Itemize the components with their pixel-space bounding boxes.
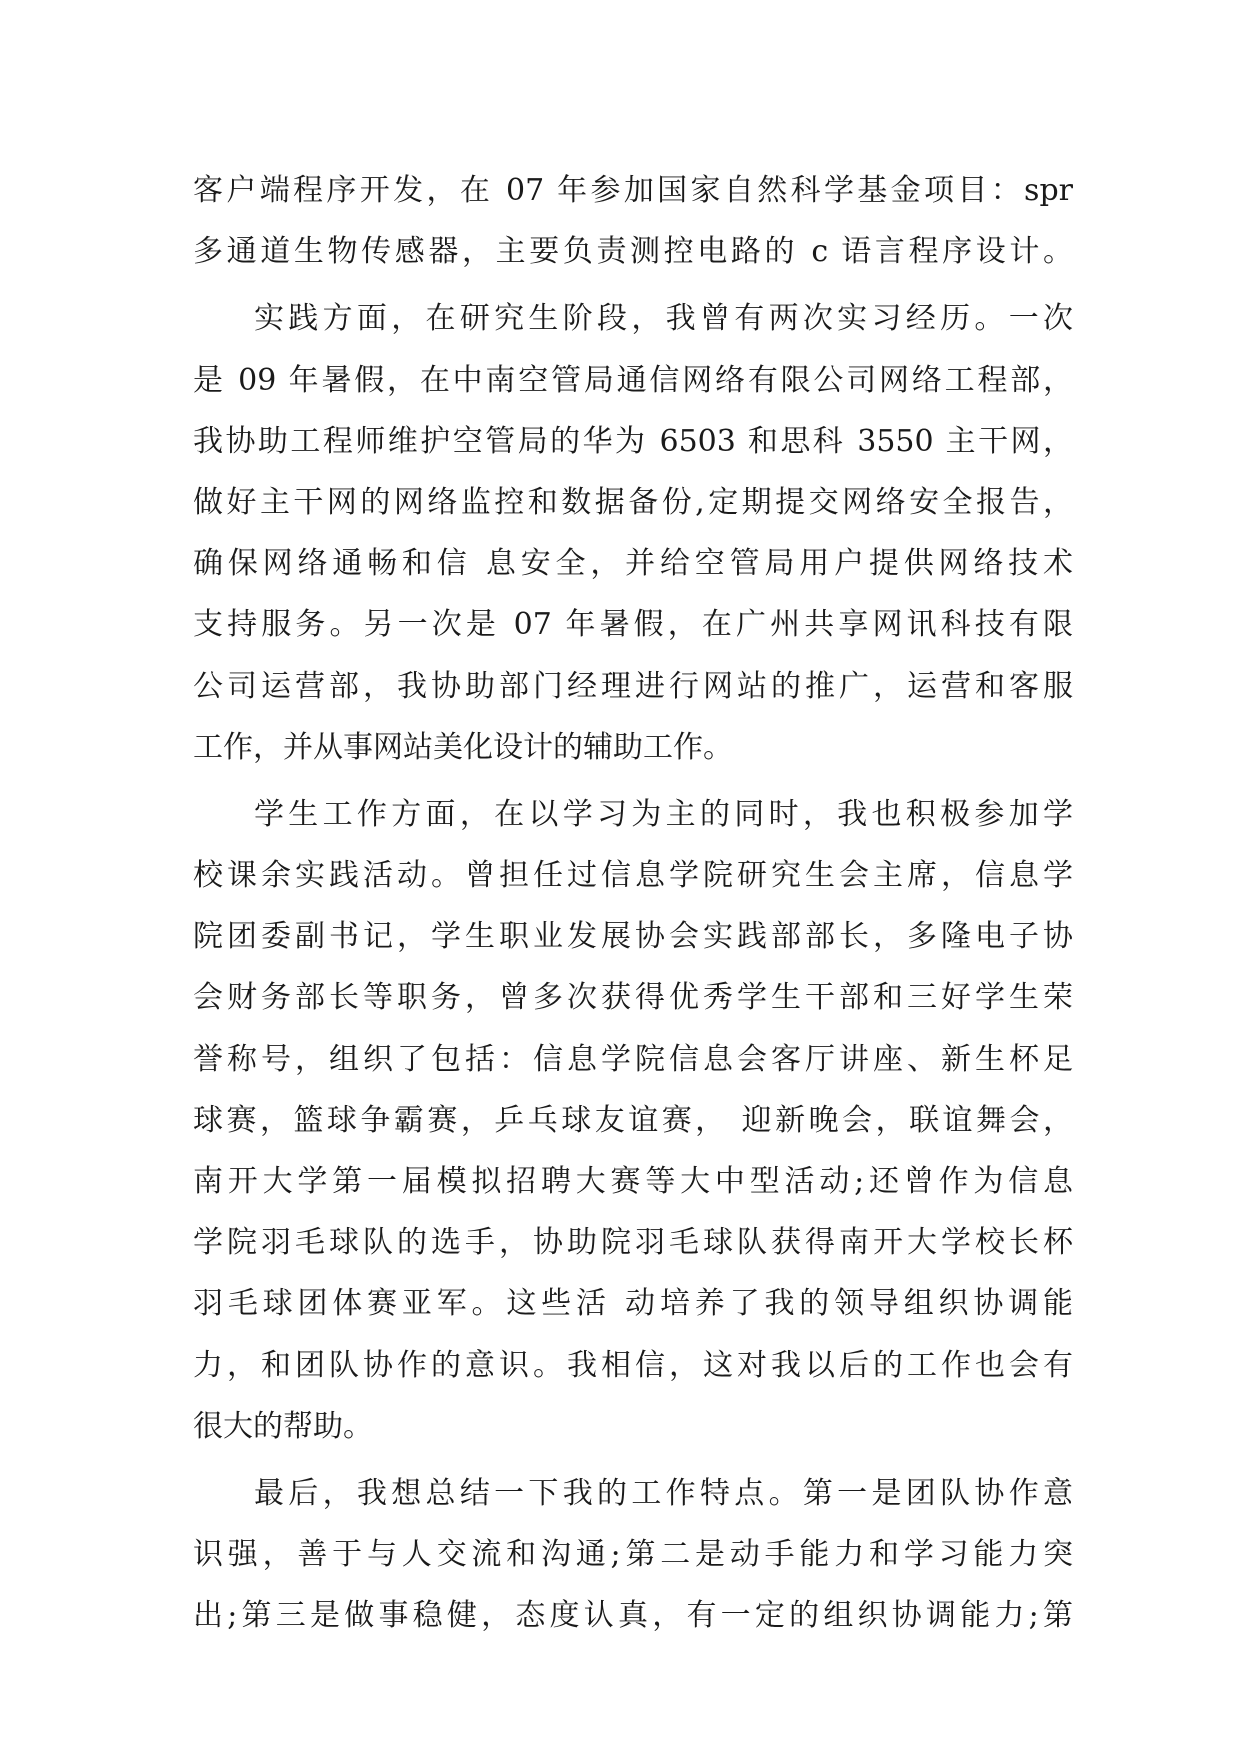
text-line: 很大的帮助。 <box>193 1408 373 1444</box>
text-line: 最后，我想总结一下我的工作特点。第一是团队协作意 <box>254 1475 1073 1511</box>
text-line: 多通道生物传感器，主要负责测控电路的 c 语言程序设计。 <box>193 234 1073 270</box>
text-line: 学生工作方面，在以学习为主的同时，我也积极参加学 <box>254 796 1073 832</box>
document-body <box>193 160 1073 1647</box>
text-line: 院团委副书记，学生职业发展协会实践部部长，多隆电子协 <box>193 919 1073 955</box>
paragraph <box>193 160 1073 282</box>
text-line: 确保网络通畅和信 息安全，并给空管局用户提供网络技术 <box>193 546 1073 582</box>
text-line: 支持服务。另一次是 07 年暑假，在广州共享网讯科技有限 <box>193 607 1073 643</box>
text-line: 会财务部长等职务，曾多次获得优秀学生干部和三好学生荣 <box>193 980 1073 1016</box>
paragraph <box>193 288 1073 778</box>
text-line: 识强，善于与人交流和沟通;第二是动手能力和学习能力突 <box>193 1537 1073 1573</box>
text-line: 做好主干网的网络监控和数据备份,定期提交网络安全报告， <box>193 484 1073 520</box>
text-line: 校课余实践活动。曾担任过信息学院研究生会主席，信息学 <box>193 858 1073 894</box>
text-line: 球赛，篮球争霸赛，乒乓球友谊赛， 迎新晚会，联谊舞会， <box>193 1102 1073 1138</box>
text-line: 我协助工程师维护空管局的华为 6503 和思科 3550 主干网， <box>193 423 1073 459</box>
text-line: 南开大学第一届模拟招聘大赛等大中型活动;还曾作为信息 <box>193 1164 1073 1199</box>
text-line: 羽毛球团体赛亚军。这些活 动培养了我的领导组织协调能 <box>193 1286 1073 1322</box>
paragraph <box>193 784 1073 1457</box>
text-line: 工作，并从事网站美化设计的辅助工作。 <box>193 729 733 765</box>
text-line: 客户端程序开发，在 07 年参加国家自然科学基金项目：spr <box>193 173 1073 208</box>
text-line: 是 09 年暑假，在中南空管局通信网络有限公司网络工程部， <box>193 362 1073 398</box>
text-line: 力，和团队协作的意识。我相信，这对我以后的工作也会有 <box>193 1347 1073 1383</box>
paragraph <box>193 1463 1073 1647</box>
text-line: 出;第三是做事稳健，态度认真，有一定的组织协调能力;第 <box>193 1598 1073 1634</box>
text-line: 实践方面，在研究生阶段，我曾有两次实习经历。一次 <box>254 301 1073 337</box>
text-line: 誉称号，组织了包括：信息学院信息会客厅讲座、新生杯足 <box>193 1041 1073 1077</box>
text-line: 学院羽毛球队的选手，协助院羽毛球队获得南开大学校长杯 <box>193 1225 1073 1261</box>
text-line: 公司运营部，我协助部门经理进行网站的推广，运营和客服 <box>193 668 1073 704</box>
